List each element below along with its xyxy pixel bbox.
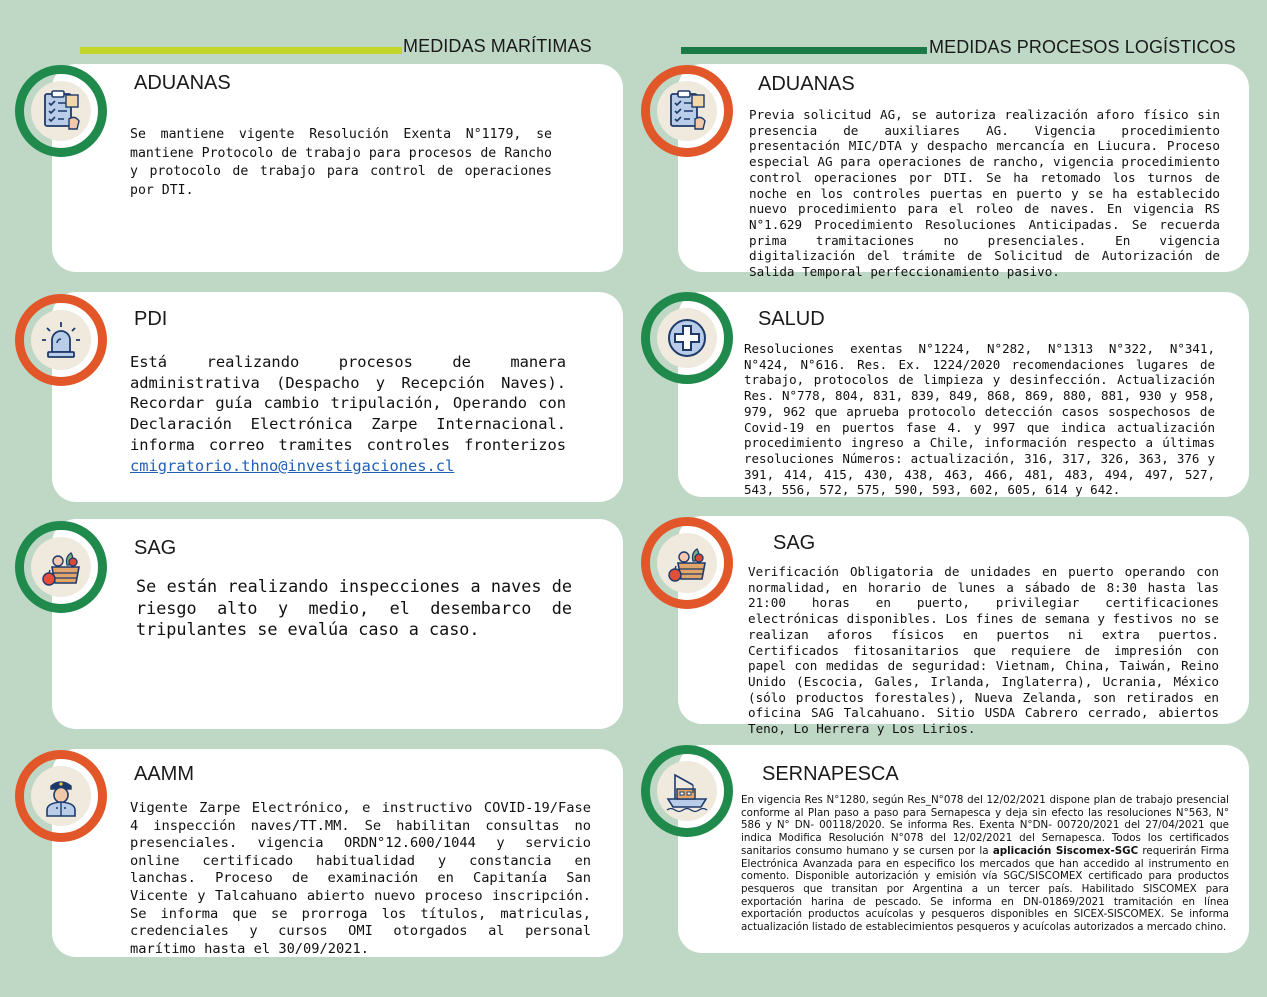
text-sernapesca-a: En vigencia Res N°1280, según Res_N°078 del 12/02/2021 dispone plan de trabajo presencial conforme al Plan paso a paso para Sernapesca y deja sin efecto las resoluciones N°563, N° 586 y N° DN- 00118/2020. Se informa Res. Exenta N°DN- 00720/2021 del 27/04/2021 que indica Modifica Resolución N°078 del 12/02/2021 del Sernapesca. Todos los certificados sanitarios consumo humano y se cursen por la (741, 794, 1229, 857)
title-pdi: PDI (134, 308, 168, 330)
text-aduanas-right: Previa solicitud AG, se autoriza realización aforo físico sin presencia de auxiliares AG. Vigencia procedimiento presentación MIC/DTA y despacho mercancía en Liucura. Proceso especial AG para operaciones de rancho, vigencia procedimiento control operaciones por DTI. Se ha retomado los turnos de noche en los controles puertas en puerto y se ha establecido nuevo procedimiento para el roleo de naves. En vigencia RS N°1.629 Procedimiento Resoluciones Anticipadas. Se recuerda prima tramitaciones no presenciales. En vigencia digitalización del trámite de Solicitud de Autorización de Salida Temporal perfeccionamiento pasivo. (749, 107, 1220, 280)
left-header-bar (80, 47, 402, 54)
text-sernapesca-block (741, 794, 1229, 934)
title-sag-right: SAG (773, 532, 816, 554)
left-column-title: MEDIDAS MARÍTIMAS (403, 36, 592, 56)
badge-sag-right (641, 517, 733, 609)
medical-cross-icon (665, 316, 709, 360)
text-sernapesca-bold: aplicación Siscomex-SGC (992, 844, 1139, 857)
badge-aduanas-left (15, 65, 107, 157)
clipboard-checklist-icon (665, 89, 709, 133)
text-pdi: Está realizando procesos de manera administrativa (Despacho y Recepción Naves). Recordar guía cambio tripulación, Operando con Declaración Electrónica Zarpe Internacional. informa correo tramites controles fronterizos (130, 353, 566, 454)
badge-sag-left (15, 521, 107, 613)
badge-pdi (15, 294, 107, 386)
badge-sernapesca (641, 745, 733, 837)
title-salud: SALUD (758, 308, 825, 330)
text-sag-right: Verificación Obligatoria de unidades en puerto operando con normalidad, en horario de lunes a sábado de 8:30 hasta las 21:00 horas en puerto, privilegiar certificaciones electrónicas disponibles. Los fines de semana y festivos no se realizan aforos físicos en puertos ni extra puertos. Certificados fitosanitarios que requiere de impresión con papel con medidas de seguridad: Vietnam, China, Taiwán, Reino Unido (Escocia, Gales, Irlanda, Inglaterra), Ucrania, México (sólo productos forestales), Nueva Zelanda, son retirados en oficina SAG Talcahuano. Sitio USDA Cabrero cerrado, abiertos Teno, Lo Herrera y Los Lirios. (748, 564, 1219, 737)
title-sernapesca: SERNAPESCA (762, 763, 899, 785)
title-aduanas-left: ADUANAS (134, 72, 231, 94)
pdi-email-link[interactable]: cmigratorio.thno@investigaciones.cl (130, 456, 455, 475)
title-sag-left: SAG (134, 537, 177, 559)
text-sernapesca-b: requerirán Firma Electrónica Avanzada para en especifico los mercados que han accedido al instrumento en comento. Disponible autorización y emisión vía SGC/SISCOMEX certificado para productos pesqueros que transitan por Argentina a un tercer país. Habilitado SISCOMEX para exportación harina de pescado. Se informa en DN-01869/2021 tramitación en línea exportación productos acuícolas y pesqueros disponibles en SICEX-SISCOMEX. Se informa actualización listado de establecimientos pesqueros y acuícolas autorizados a mercado chino. (741, 844, 1230, 934)
text-aamm: Vigente Zarpe Electrónico, e instructivo COVID-19/Fase 4 inspección naves/TT.MM. Se habilitan consultas no presenciales. vigencia ORDN°12.600/1044 y servicio online certificado habitualidad y constancia en lanchas. Proceso de examinación en Capitanía San Vicente y Talcahuano abierto nuevo proceso inscripción. Se informa que se prorroga los títulos, matriculas, credenciales y cursos OMI otorgados al personal marítimo hasta el 30/09/2021. (130, 800, 591, 957)
text-aduanas-left: Se mantiene vigente Resolución Exenta N°1179, se mantiene Protocolo de trabajo para procesos de Rancho y protocolo de trabajo para control de operaciones por DTI. (130, 127, 552, 198)
badge-aamm (15, 750, 107, 842)
captain-officer-icon (39, 774, 83, 818)
badge-aduanas-right (641, 65, 733, 157)
title-aamm: AAMM (134, 763, 194, 785)
siren-icon (39, 318, 83, 362)
text-salud: Resoluciones exentas N°1224, N°282, N°1313 N°322, N°341, N°424, N°616. Res. Ex. 1224/2020 recomendaciones lugares de trabajo, protocolos de limpieza y desinfección. Actualización Res. N°778, 804, 831, 839, 849, 868, 869, 880, 881, 930 y 958, 979, 962 que aprueba protocolo detección casos sospechosos de Covid-19 en puertos fase 4. y 997 que indica actualización procedimiento ingreso a Chile, información respecto a últimas resoluciones Números: actualización, 316, 317, 326, 363, 376 y 391, 414, 415, 430, 438, 463, 466, 481, 483, 494, 497, 527, 543, 556, 572, 575, 590, 593, 602, 605, 614 y 642. (744, 341, 1215, 498)
right-column-title: MEDIDAS PROCESOS LOGÍSTICOS (929, 37, 1236, 57)
produce-basket-icon (665, 541, 709, 585)
text-sag-left: Se están realizando inspecciones a naves de riesgo alto y medio, el desembarco de tripulantes se evalúa caso a caso. (136, 576, 572, 640)
badge-salud (641, 292, 733, 384)
right-header-bar (681, 47, 927, 54)
fishing-ship-icon (665, 769, 709, 813)
text-pdi-block (130, 352, 566, 476)
clipboard-checklist-icon (39, 89, 83, 133)
title-aduanas-right: ADUANAS (758, 73, 855, 95)
produce-basket-icon (39, 545, 83, 589)
